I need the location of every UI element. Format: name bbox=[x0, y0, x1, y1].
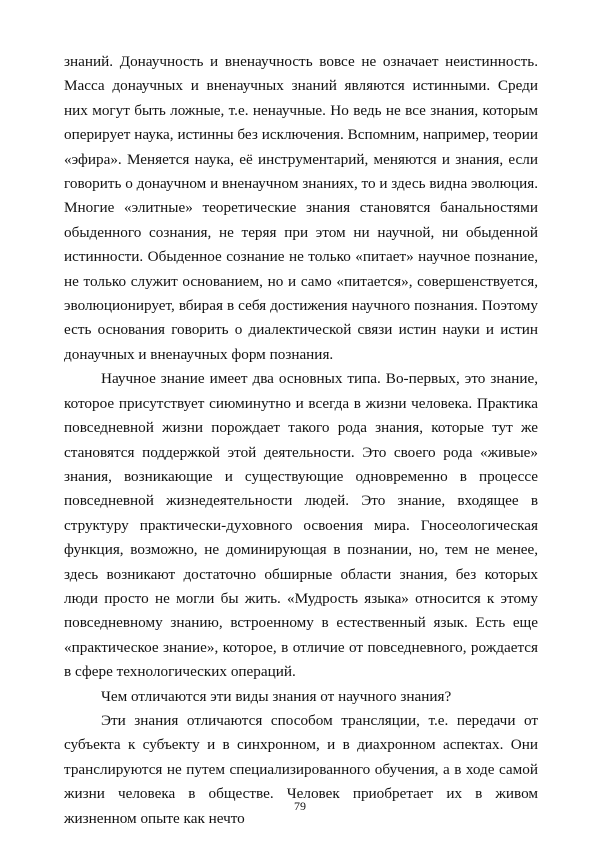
paragraph-scientific-knowledge-types: Научное знание имеет два основных типа. Во-первых, это знание, которое присутствует сиюминутно и всегда в жизни человека. Практика повседневной жизни порождает такого рода знания, которые тут же становятся поддержкой этой деятельности. Это своего рода «живые» знания, возникающие и существующие одновременно в процессе повседневной жизнедеятельности людей. Это знание, входящее в структуру практически-духовного освоения мира. Гносеологическая функция, возможно, не доминирующая в познании, но, тем не менее, здесь возникают достаточно обширные области знания, без которых люди просто не могли бы жить. «Мудрость языка» относится к этому повседневному знанию, встроенному в естественный язык. Есть еще «практическое знание», которое, в отличие от повседневного, рождается в сфере технологических операций. bbox=[64, 370, 538, 681]
paragraph-transmission: Эти знания отличаются способом трансляции, т.е. передачи от субъекта к субъекту и в синхронном, и в диахронном аспектах. Они транслируются не путем специализированного обучения, а в ходе самой жизни человека в обществе. Человек приобретает их в живом жизненном опыте как нечто bbox=[64, 711, 538, 827]
paragraph-continuation: знаний. Донаучность и вненаучность вовсе не означает неистинность. Масса донаучных и вненаучных знаний являются истинными. Среди них могут быть ложные, т.е. ненаучные. Но ведь не все знания, которым оперирует наука, истинны без исключения. Вспомним, например, теории «эфира». Меняется наука, её инструментарий, меняются и знания, если говорить о донаучном и вненаучном знаниях, то и здесь видна эволюция. Многие «элитные» теоретические знания становятся банальностями обыденного сознания, не теряя при этом ни научной, ни обыденной истинности. Обыденное сознание не только «питает» научное познание, не только служит основанием, но и само «питается», совершенствуется, эволюционирует, вбирая в себя достижения научного познания. Поэтому есть основания говорить о диалектической связи истин науки и истин донаучных и вненаучных форм познания. bbox=[64, 53, 538, 363]
paragraph-question: Чем отличаются эти виды знания от научного знания? bbox=[101, 687, 452, 705]
body-text bbox=[64, 50, 538, 831]
page-number: 79 bbox=[294, 799, 306, 813]
